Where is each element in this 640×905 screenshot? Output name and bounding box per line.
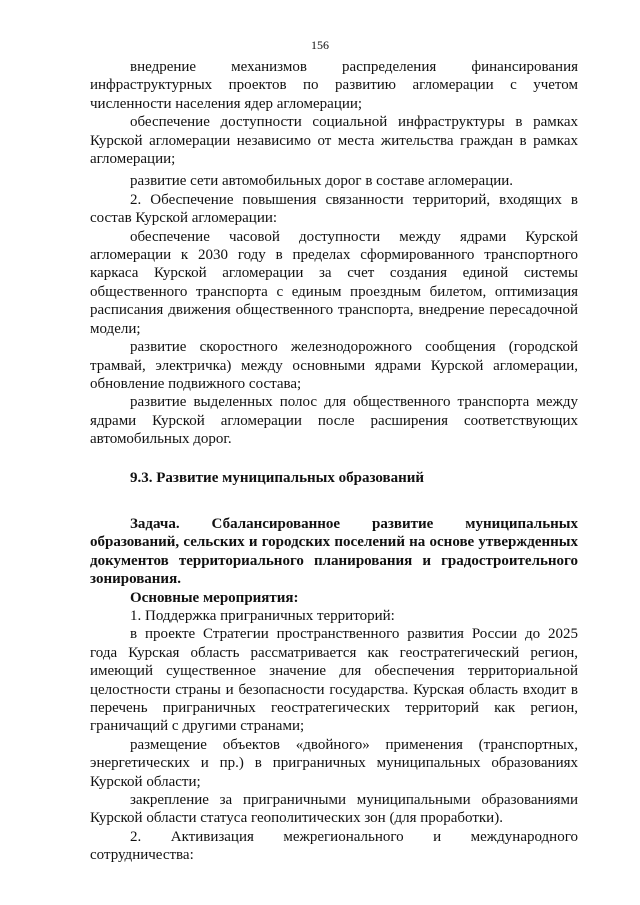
paragraph: развитие скоростного железнодорожного сообщения (городской трамвай, электричка) между основными ядрами Курской агломерации, обновление подвижного состава; bbox=[90, 339, 578, 392]
task-paragraph: Задача. Сбалансированное развитие муниципальных образований, сельских и городских поселений на основе утвержденных документов территориального планирования и градостроительного зонирования. bbox=[90, 515, 578, 588]
section-heading: 9.3. Развитие муниципальных образований bbox=[130, 469, 425, 486]
measures-heading: Основные мероприятия: bbox=[130, 589, 299, 606]
paragraph: обеспечение часовой доступности между ядрами Курской агломерации к 2030 году в пределах сформированного транспортного каркаса Курской агломерации за счет создания единой системы общественного транспорта с единым проездным билетом, оптимизация расписания движения общественного транспорта, внедрение пересадочной модели; bbox=[90, 228, 578, 337]
paragraph: обеспечение доступности социальной инфраструктуры в рамках Курской агломерации независимо от места жительства граждан в рамках агломерации; bbox=[90, 114, 578, 168]
paragraph: развитие сети автомобильных дорог в составе агломерации. bbox=[130, 173, 514, 190]
paragraph: в проекте Стратегии пространственного развития России до 2025 года Курская область рассматривается как геостратегический регион, имеющий существенное значение для обеспечения территориальной целостности страны и безопасности государства. Курская область входит в перечень приграничных геостратегических территорий как регион, граничащий с другими странами; bbox=[90, 626, 578, 735]
paragraph: 1. Поддержка приграничных территорий: bbox=[130, 607, 395, 624]
paragraph: 2. Обеспечение повышения связанности территорий, входящих в состав Курской агломерации: bbox=[90, 191, 578, 227]
paragraph: 2. Активизация межрегионального и международного сотрудничества: bbox=[90, 828, 578, 864]
document-body bbox=[90, 58, 578, 865]
paragraph: размещение объектов «двойного» применения (транспортных, энергетических и пр.) в приграничных муниципальных образованиях Курской области; bbox=[90, 736, 578, 790]
paragraph: внедрение механизмов распределения финансирования инфраструктурных проектов по развитию агломерации с учетом численности населения ядер агломерации; bbox=[90, 59, 578, 112]
page-number: 156 bbox=[311, 38, 329, 52]
paragraph: развитие выделенных полос для общественного транспорта между ядрами Курской агломерации после расширения соответствующих автомобильных дорог. bbox=[90, 394, 578, 448]
paragraph: закрепление за приграничными муниципальными образованиями Курской области статуса геополитических зон (для проработки). bbox=[90, 792, 578, 827]
